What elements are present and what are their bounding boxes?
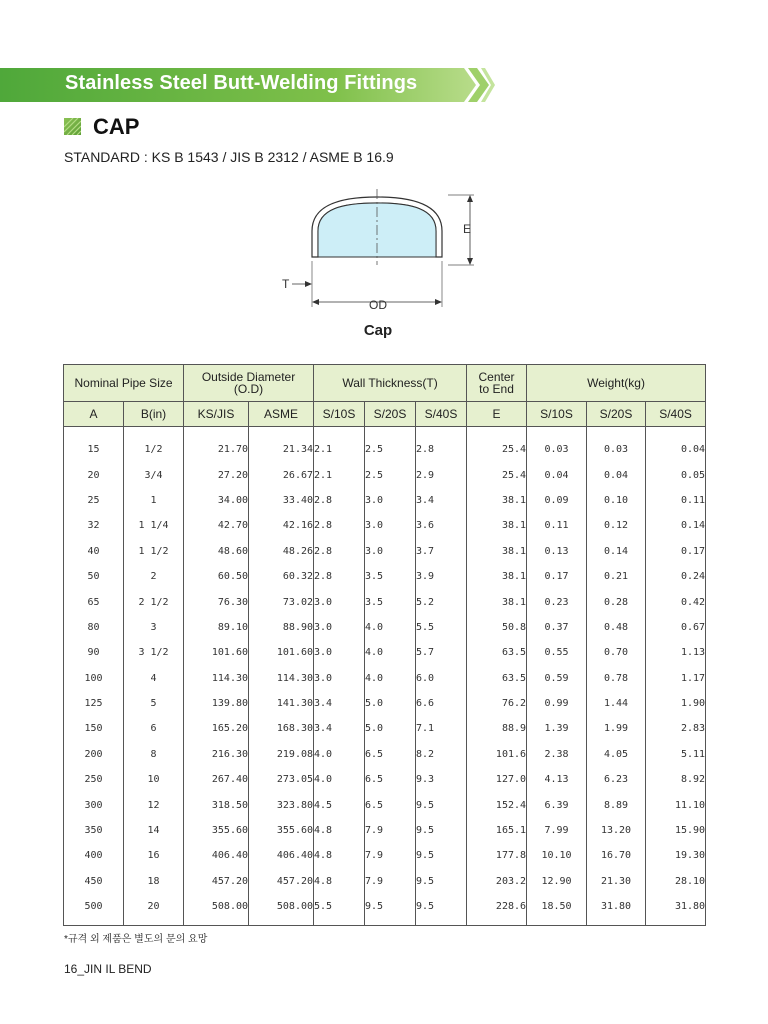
cell-b-in: 14 <box>124 818 184 843</box>
cell-center-to-end: 25.4 <box>467 462 527 487</box>
cell-weight-s40s: 5.11 <box>646 742 706 767</box>
cell-wall-s40s: 9.5 <box>416 843 467 868</box>
cell-a: 90 <box>64 640 124 665</box>
subheader-wall-s10s: S/10S <box>314 402 365 427</box>
cell-weight-s10s: 0.55 <box>527 640 587 665</box>
cell-weight-s40s: 0.42 <box>646 589 706 614</box>
table-row <box>64 539 706 564</box>
cell-a: 450 <box>64 869 124 894</box>
cell-od-asme: 21.34 <box>249 427 314 463</box>
cell-wall-s40s: 9.3 <box>416 767 467 792</box>
cell-wall-s10s: 2.8 <box>314 488 365 513</box>
table-row <box>64 564 706 589</box>
cell-od-asme: 26.67 <box>249 462 314 487</box>
table-row <box>64 716 706 741</box>
header-od-line2: (O.D) <box>233 382 264 396</box>
cell-weight-s10s: 12.90 <box>527 869 587 894</box>
cell-wall-s20s: 4.0 <box>365 666 416 691</box>
cell-od-ks-jis: 21.70 <box>184 427 249 463</box>
cell-wall-s20s: 2.5 <box>365 427 416 463</box>
cell-b-in: 20 <box>124 894 184 926</box>
cell-wall-s20s: 5.0 <box>365 691 416 716</box>
cell-center-to-end: 25.4 <box>467 427 527 463</box>
section-square-icon <box>64 118 81 135</box>
cell-od-ks-jis: 318.50 <box>184 792 249 817</box>
table-row <box>64 767 706 792</box>
cell-od-ks-jis: 60.50 <box>184 564 249 589</box>
cell-b-in: 8 <box>124 742 184 767</box>
cell-weight-s20s: 0.04 <box>587 462 646 487</box>
cell-weight-s40s: 0.67 <box>646 615 706 640</box>
cell-wall-s20s: 6.5 <box>365 792 416 817</box>
cell-wall-s20s: 3.0 <box>365 513 416 538</box>
cell-a: 200 <box>64 742 124 767</box>
table-row <box>64 894 706 926</box>
cell-od-asme: 73.02 <box>249 589 314 614</box>
cell-weight-s10s: 0.03 <box>527 427 587 463</box>
cell-center-to-end: 38.1 <box>467 589 527 614</box>
header-weight: Weight(kg) <box>527 365 706 402</box>
cell-od-ks-jis: 114.30 <box>184 666 249 691</box>
cell-wall-s40s: 3.6 <box>416 513 467 538</box>
cell-wall-s40s: 6.6 <box>416 691 467 716</box>
cell-od-asme: 114.30 <box>249 666 314 691</box>
cell-od-ks-jis: 89.10 <box>184 615 249 640</box>
cell-a: 500 <box>64 894 124 926</box>
cell-wall-s20s: 5.0 <box>365 716 416 741</box>
cell-wall-s10s: 4.0 <box>314 767 365 792</box>
cell-wall-s40s: 5.5 <box>416 615 467 640</box>
cell-center-to-end: 38.1 <box>467 513 527 538</box>
cell-wall-s40s: 9.5 <box>416 894 467 926</box>
cell-wall-s20s: 3.5 <box>365 589 416 614</box>
cell-weight-s10s: 0.23 <box>527 589 587 614</box>
cell-center-to-end: 165.1 <box>467 818 527 843</box>
cell-weight-s40s: 11.10 <box>646 792 706 817</box>
cell-weight-s20s: 31.80 <box>587 894 646 926</box>
cell-od-ks-jis: 34.00 <box>184 488 249 513</box>
page-footer: 16_JIN IL BEND <box>64 962 152 976</box>
cell-weight-s40s: 31.80 <box>646 894 706 926</box>
label-od: OD <box>369 298 387 312</box>
cell-a: 15 <box>64 427 124 463</box>
cell-center-to-end: 127.0 <box>467 767 527 792</box>
cap-drawing <box>270 185 500 345</box>
cell-wall-s20s: 4.0 <box>365 640 416 665</box>
cell-od-asme: 508.00 <box>249 894 314 926</box>
cell-wall-s10s: 2.8 <box>314 564 365 589</box>
cell-wall-s10s: 2.1 <box>314 462 365 487</box>
header-center-to-end <box>467 365 527 402</box>
cap-diagram <box>270 185 500 345</box>
cell-weight-s20s: 1.99 <box>587 716 646 741</box>
cell-od-ks-jis: 165.20 <box>184 716 249 741</box>
cell-a: 65 <box>64 589 124 614</box>
subheader-weight-s20s: S/20S <box>587 402 646 427</box>
cell-wall-s10s: 3.4 <box>314 691 365 716</box>
cell-wall-s40s: 5.2 <box>416 589 467 614</box>
cell-wall-s10s: 3.0 <box>314 640 365 665</box>
cell-weight-s40s: 0.11 <box>646 488 706 513</box>
header-center-line2: to End <box>479 382 514 396</box>
cell-wall-s20s: 7.9 <box>365 818 416 843</box>
cell-weight-s40s: 0.05 <box>646 462 706 487</box>
cell-weight-s40s: 0.17 <box>646 539 706 564</box>
subheader-wall-s40s: S/40S <box>416 402 467 427</box>
subheader-a: A <box>64 402 124 427</box>
table-row <box>64 818 706 843</box>
title-banner <box>0 68 495 102</box>
cell-wall-s40s: 7.1 <box>416 716 467 741</box>
cell-weight-s20s: 16.70 <box>587 843 646 868</box>
banner-title: Stainless Steel Butt-Welding Fittings <box>65 72 418 94</box>
table-row <box>64 843 706 868</box>
cell-wall-s10s: 3.4 <box>314 716 365 741</box>
cell-b-in: 1/2 <box>124 427 184 463</box>
cell-weight-s20s: 0.14 <box>587 539 646 564</box>
cell-wall-s20s: 3.0 <box>365 539 416 564</box>
cell-weight-s20s: 21.30 <box>587 869 646 894</box>
cell-weight-s10s: 0.13 <box>527 539 587 564</box>
table-row <box>64 488 706 513</box>
cell-center-to-end: 38.1 <box>467 488 527 513</box>
cell-od-asme: 48.26 <box>249 539 314 564</box>
cell-wall-s10s: 3.0 <box>314 615 365 640</box>
cell-a: 100 <box>64 666 124 691</box>
cell-weight-s40s: 1.17 <box>646 666 706 691</box>
table-row <box>64 666 706 691</box>
cell-wall-s40s: 2.8 <box>416 427 467 463</box>
table-row <box>64 462 706 487</box>
cell-wall-s10s: 4.5 <box>314 792 365 817</box>
cell-weight-s10s: 0.04 <box>527 462 587 487</box>
cell-weight-s10s: 1.39 <box>527 716 587 741</box>
cell-b-in: 10 <box>124 767 184 792</box>
cell-od-ks-jis: 355.60 <box>184 818 249 843</box>
label-t: T <box>282 277 290 291</box>
cell-center-to-end: 63.5 <box>467 640 527 665</box>
cell-od-ks-jis: 216.30 <box>184 742 249 767</box>
cell-b-in: 18 <box>124 869 184 894</box>
cell-weight-s40s: 0.24 <box>646 564 706 589</box>
label-e: E <box>463 222 472 236</box>
cell-center-to-end: 76.2 <box>467 691 527 716</box>
cell-weight-s20s: 6.23 <box>587 767 646 792</box>
cell-a: 50 <box>64 564 124 589</box>
cell-od-ks-jis: 48.60 <box>184 539 249 564</box>
cell-wall-s10s: 3.0 <box>314 589 365 614</box>
cell-wall-s10s: 2.1 <box>314 427 365 463</box>
cell-wall-s20s: 7.9 <box>365 869 416 894</box>
table-row <box>64 427 706 463</box>
cell-wall-s10s: 4.8 <box>314 869 365 894</box>
cell-weight-s20s: 8.89 <box>587 792 646 817</box>
cell-weight-s40s: 28.10 <box>646 869 706 894</box>
cell-weight-s20s: 0.12 <box>587 513 646 538</box>
subheader-asme: ASME <box>249 402 314 427</box>
header-od-line1: Outside Diameter <box>201 370 296 384</box>
cell-weight-s10s: 0.37 <box>527 615 587 640</box>
cell-center-to-end: 228.6 <box>467 894 527 926</box>
cell-wall-s20s: 4.0 <box>365 615 416 640</box>
cell-wall-s20s: 3.5 <box>365 564 416 589</box>
cell-center-to-end: 38.1 <box>467 539 527 564</box>
cell-center-to-end: 203.2 <box>467 869 527 894</box>
cell-a: 40 <box>64 539 124 564</box>
cell-weight-s40s: 1.13 <box>646 640 706 665</box>
cell-weight-s40s: 0.04 <box>646 427 706 463</box>
cell-weight-s10s: 0.99 <box>527 691 587 716</box>
cell-center-to-end: 63.5 <box>467 666 527 691</box>
cell-weight-s10s: 2.38 <box>527 742 587 767</box>
cell-wall-s40s: 9.5 <box>416 869 467 894</box>
cell-wall-s20s: 6.5 <box>365 742 416 767</box>
cell-weight-s10s: 0.09 <box>527 488 587 513</box>
header-wall-thickness: Wall Thickness(T) <box>314 365 467 402</box>
subheader-b-in: B(in) <box>124 402 184 427</box>
cap-dimension-table <box>63 364 706 926</box>
cell-wall-s10s: 4.8 <box>314 818 365 843</box>
table-header-row-1 <box>64 365 706 402</box>
standard-text: STANDARD : KS B 1543 / JIS B 2312 / ASME B 16.9 <box>64 149 394 165</box>
cell-weight-s20s: 0.28 <box>587 589 646 614</box>
cell-a: 125 <box>64 691 124 716</box>
cell-a: 400 <box>64 843 124 868</box>
cell-a: 150 <box>64 716 124 741</box>
cell-weight-s20s: 13.20 <box>587 818 646 843</box>
cell-od-asme: 88.90 <box>249 615 314 640</box>
table-row <box>64 691 706 716</box>
cell-od-ks-jis: 101.60 <box>184 640 249 665</box>
table-body <box>64 427 706 926</box>
cell-b-in: 3 <box>124 615 184 640</box>
cell-wall-s40s: 2.9 <box>416 462 467 487</box>
cell-b-in: 1 1/4 <box>124 513 184 538</box>
cell-weight-s10s: 18.50 <box>527 894 587 926</box>
cell-a: 250 <box>64 767 124 792</box>
cell-wall-s20s: 7.9 <box>365 843 416 868</box>
cell-center-to-end: 101.6 <box>467 742 527 767</box>
cell-a: 350 <box>64 818 124 843</box>
cell-od-ks-jis: 76.30 <box>184 589 249 614</box>
cell-weight-s10s: 10.10 <box>527 843 587 868</box>
cell-od-asme: 406.40 <box>249 843 314 868</box>
table-row <box>64 742 706 767</box>
cell-od-ks-jis: 457.20 <box>184 869 249 894</box>
cell-od-asme: 60.32 <box>249 564 314 589</box>
cell-wall-s10s: 4.0 <box>314 742 365 767</box>
cell-a: 20 <box>64 462 124 487</box>
cell-b-in: 4 <box>124 666 184 691</box>
cell-od-ks-jis: 267.40 <box>184 767 249 792</box>
cell-wall-s10s: 4.8 <box>314 843 365 868</box>
cell-od-asme: 42.16 <box>249 513 314 538</box>
cell-od-asme: 168.30 <box>249 716 314 741</box>
cell-wall-s40s: 9.5 <box>416 792 467 817</box>
section-title: CAP <box>93 114 140 139</box>
cell-od-ks-jis: 139.80 <box>184 691 249 716</box>
table-row <box>64 792 706 817</box>
cell-weight-s20s: 0.48 <box>587 615 646 640</box>
cell-b-in: 12 <box>124 792 184 817</box>
cell-weight-s10s: 7.99 <box>527 818 587 843</box>
cell-od-asme: 355.60 <box>249 818 314 843</box>
subheader-ks-jis: KS/JIS <box>184 402 249 427</box>
cell-weight-s20s: 0.70 <box>587 640 646 665</box>
cell-wall-s10s: 3.0 <box>314 666 365 691</box>
cell-wall-s10s: 2.8 <box>314 513 365 538</box>
footnote: *규격 외 제품은 별도의 문의 요망 <box>64 934 208 945</box>
cell-center-to-end: 38.1 <box>467 564 527 589</box>
cell-od-ks-jis: 406.40 <box>184 843 249 868</box>
cell-weight-s40s: 19.30 <box>646 843 706 868</box>
cell-center-to-end: 177.8 <box>467 843 527 868</box>
cell-wall-s40s: 3.7 <box>416 539 467 564</box>
cell-od-asme: 141.30 <box>249 691 314 716</box>
cell-weight-s20s: 0.03 <box>587 427 646 463</box>
cell-weight-s20s: 0.10 <box>587 488 646 513</box>
cell-b-in: 1 <box>124 488 184 513</box>
cell-weight-s20s: 4.05 <box>587 742 646 767</box>
diagram-caption: Cap <box>363 322 393 339</box>
cell-od-asme: 33.40 <box>249 488 314 513</box>
cell-wall-s40s: 3.4 <box>416 488 467 513</box>
cell-center-to-end: 88.9 <box>467 716 527 741</box>
cell-wall-s20s: 3.0 <box>365 488 416 513</box>
cell-weight-s10s: 4.13 <box>527 767 587 792</box>
cell-b-in: 16 <box>124 843 184 868</box>
subheader-weight-s40s: S/40S <box>646 402 706 427</box>
cell-od-asme: 219.08 <box>249 742 314 767</box>
cell-a: 25 <box>64 488 124 513</box>
cell-od-ks-jis: 42.70 <box>184 513 249 538</box>
table-row <box>64 589 706 614</box>
cell-center-to-end: 50.8 <box>467 615 527 640</box>
cell-od-ks-jis: 508.00 <box>184 894 249 926</box>
header-outside-diameter <box>184 365 314 402</box>
cell-a: 32 <box>64 513 124 538</box>
cell-weight-s20s: 0.21 <box>587 564 646 589</box>
cell-weight-s40s: 1.90 <box>646 691 706 716</box>
cell-weight-s40s: 8.92 <box>646 767 706 792</box>
table-row <box>64 869 706 894</box>
cell-weight-s20s: 1.44 <box>587 691 646 716</box>
header-nominal-size: Nominal Pipe Size <box>64 365 184 402</box>
cell-weight-s40s: 2.83 <box>646 716 706 741</box>
cell-b-in: 5 <box>124 691 184 716</box>
cell-b-in: 1 1/2 <box>124 539 184 564</box>
subheader-e: E <box>467 402 527 427</box>
cell-wall-s20s: 6.5 <box>365 767 416 792</box>
cell-wall-s40s: 5.7 <box>416 640 467 665</box>
cell-weight-s10s: 6.39 <box>527 792 587 817</box>
cell-wall-s40s: 8.2 <box>416 742 467 767</box>
cell-a: 300 <box>64 792 124 817</box>
cell-a: 80 <box>64 615 124 640</box>
table-row <box>64 513 706 538</box>
table-row <box>64 615 706 640</box>
cell-wall-s10s: 5.5 <box>314 894 365 926</box>
cell-od-asme: 273.05 <box>249 767 314 792</box>
cell-od-asme: 323.80 <box>249 792 314 817</box>
table-row <box>64 640 706 665</box>
table-header-row-2 <box>64 402 706 427</box>
cell-wall-s40s: 6.0 <box>416 666 467 691</box>
header-center-line1: Center <box>478 370 515 384</box>
cell-weight-s20s: 0.78 <box>587 666 646 691</box>
cell-wall-s20s: 9.5 <box>365 894 416 926</box>
cell-weight-s10s: 0.59 <box>527 666 587 691</box>
cell-b-in: 2 <box>124 564 184 589</box>
cell-b-in: 2 1/2 <box>124 589 184 614</box>
cell-weight-s10s: 0.17 <box>527 564 587 589</box>
cell-wall-s20s: 2.5 <box>365 462 416 487</box>
cell-weight-s10s: 0.11 <box>527 513 587 538</box>
cell-b-in: 3/4 <box>124 462 184 487</box>
cell-b-in: 6 <box>124 716 184 741</box>
cell-od-asme: 457.20 <box>249 869 314 894</box>
cell-center-to-end: 152.4 <box>467 792 527 817</box>
cell-b-in: 3 1/2 <box>124 640 184 665</box>
cell-od-ks-jis: 27.20 <box>184 462 249 487</box>
cell-wall-s10s: 2.8 <box>314 539 365 564</box>
cell-weight-s40s: 15.90 <box>646 818 706 843</box>
subheader-weight-s10s: S/10S <box>527 402 587 427</box>
cell-wall-s40s: 9.5 <box>416 818 467 843</box>
cell-od-asme: 101.60 <box>249 640 314 665</box>
cell-weight-s40s: 0.14 <box>646 513 706 538</box>
cell-wall-s40s: 3.9 <box>416 564 467 589</box>
subheader-wall-s20s: S/20S <box>365 402 416 427</box>
